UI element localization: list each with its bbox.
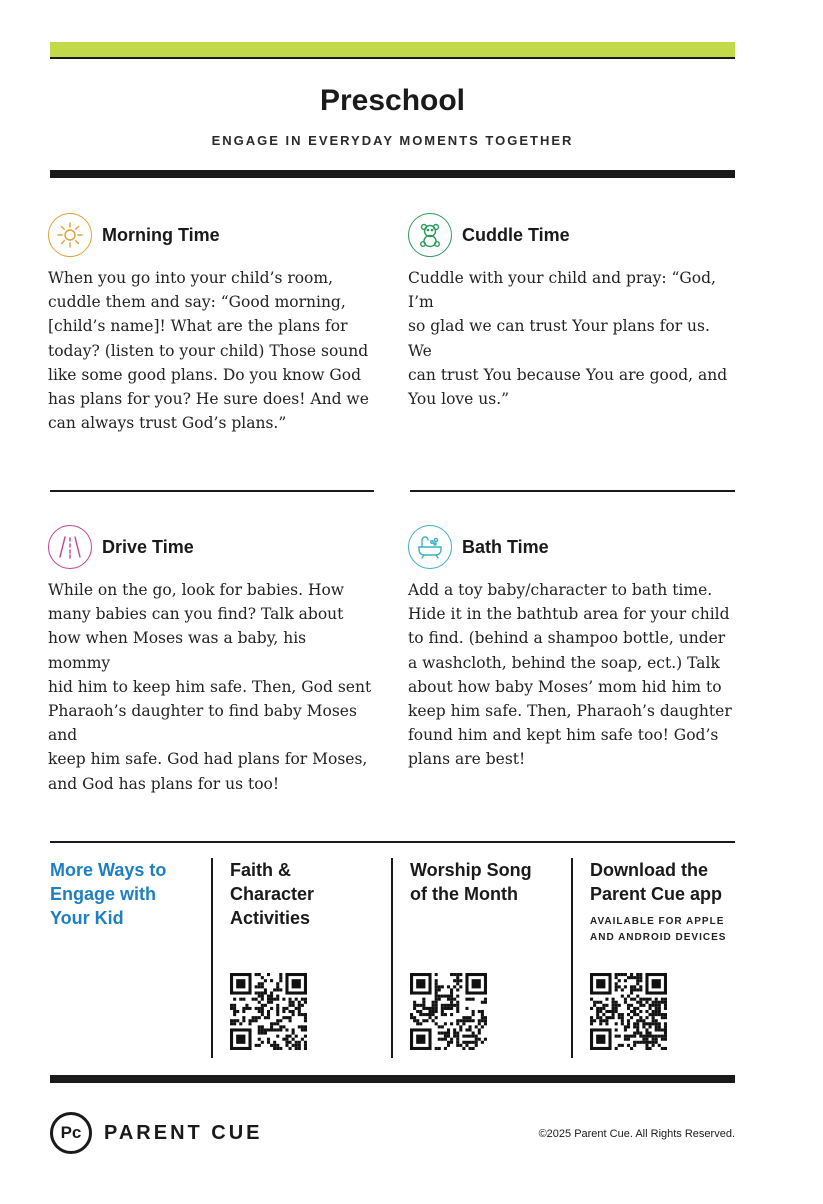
body-line: about how baby Moses’ mom hid him to (408, 677, 722, 696)
body-line: plans are best! (408, 750, 526, 769)
body-line: and God has plans for us too! (48, 774, 280, 793)
faith-activities-qr-code[interactable] (230, 973, 307, 1050)
parent-cue-logo-mark (50, 1112, 92, 1154)
availability-line: AVAILABLE FOR APPLE (590, 916, 725, 927)
body-line: like some good plans. Do you know God (48, 365, 362, 384)
header-divider (50, 170, 735, 178)
header-accent-bar (50, 42, 735, 59)
body-line: how when Moses was a baby, his mommy (48, 629, 307, 672)
sun-icon (48, 213, 92, 257)
body-line: a washcloth, behind the soap, ect.) Talk (408, 653, 720, 672)
availability-note (590, 914, 740, 946)
faith-line: Character (230, 884, 315, 904)
section-body (48, 266, 373, 435)
section-body (408, 578, 738, 772)
availability-line: AND ANDROID DEVICES (590, 932, 727, 943)
more-ways-line: Your Kid (50, 908, 124, 928)
worship-line: of the Month (410, 884, 518, 904)
body-line: hid him to keep him safe. Then, God sent (48, 677, 372, 696)
faith-line: Faith & (230, 860, 291, 880)
body-line: cuddle them and say: “Good morning, (48, 293, 346, 312)
body-line: Cuddle with your child and pray: “God, I’m (408, 269, 716, 312)
body-line: keep him safe. Then, Pharaoh’s daughter (408, 702, 732, 721)
footer-divider (50, 1075, 735, 1083)
section-body (48, 578, 373, 796)
body-line: today? (listen to your child) Those sound (48, 341, 369, 360)
body-line: [child’s name]! What are the plans for (48, 317, 348, 336)
column-divider (211, 858, 213, 1058)
section-divider-right (410, 490, 735, 492)
section-title: Bath Time (462, 536, 549, 557)
section-title: Cuddle Time (462, 224, 570, 245)
bathtub-icon (408, 525, 452, 569)
download-line: Parent Cue app (590, 884, 723, 904)
download-line: Download the (590, 860, 708, 880)
parent-cue-app-qr-code[interactable] (590, 973, 667, 1050)
faith-line: Activities (230, 908, 311, 928)
body-line: You love us.” (408, 390, 510, 409)
body-line: While on the go, look for babies. How (48, 581, 345, 599)
logo-mark-text: Pc (60, 1123, 82, 1142)
body-line: can trust You because You are good, and (408, 365, 728, 384)
worship-song-column (410, 858, 560, 906)
column-divider (391, 858, 393, 1058)
body-line: many babies can you find? Talk about (48, 605, 344, 624)
section-body (408, 266, 738, 411)
copyright: ©2025 Parent Cue. All Rights Reserved. (538, 1128, 735, 1140)
download-app-column (590, 858, 740, 946)
body-line: Pharaoh’s daughter to find baby Moses and (48, 702, 357, 745)
body-line: Hide it in the bathtub area for your child (408, 605, 730, 624)
section-morning-time (48, 213, 373, 435)
body-line: When you go into your child’s room, (48, 269, 334, 287)
section-divider-left (50, 490, 374, 492)
parent-cue-logo (50, 1112, 263, 1154)
body-line: has plans for you? He sure does! And we (48, 390, 369, 409)
faith-activities-column (230, 858, 380, 930)
more-ways-line: Engage with (50, 884, 157, 904)
page-title: Preschool (319, 84, 466, 117)
body-line: Add a toy baby/character to bath time. (408, 581, 713, 599)
road-icon (48, 525, 92, 569)
worship-line: Worship Song (410, 860, 532, 880)
teddy-bear-icon (408, 213, 452, 257)
section-title: Drive Time (102, 536, 194, 557)
page-subtitle: ENGAGE IN EVERYDAY MOMENTS TOGETHER (211, 133, 574, 148)
column-divider (571, 858, 573, 1058)
body-line: found him and kept him safe too! God’s (408, 726, 719, 745)
section-title: Morning Time (102, 224, 220, 245)
body-line: keep him safe. God had plans for Moses, (48, 750, 368, 769)
more-ways-line: More Ways to (50, 860, 167, 880)
body-line: to find. (behind a shampoo bottle, under (408, 629, 726, 648)
section-bath-time (408, 525, 738, 772)
body-line: so glad we can trust Your plans for us. We (408, 317, 710, 360)
body-line: can always trust God’s plans.” (48, 414, 287, 433)
more-ways-heading (50, 858, 200, 930)
resources-top-rule (50, 841, 735, 843)
worship-song-qr-code[interactable] (410, 973, 487, 1050)
brand-name: PARENT CUE (104, 1121, 263, 1144)
section-drive-time (48, 525, 373, 796)
section-cuddle-time (408, 213, 738, 411)
